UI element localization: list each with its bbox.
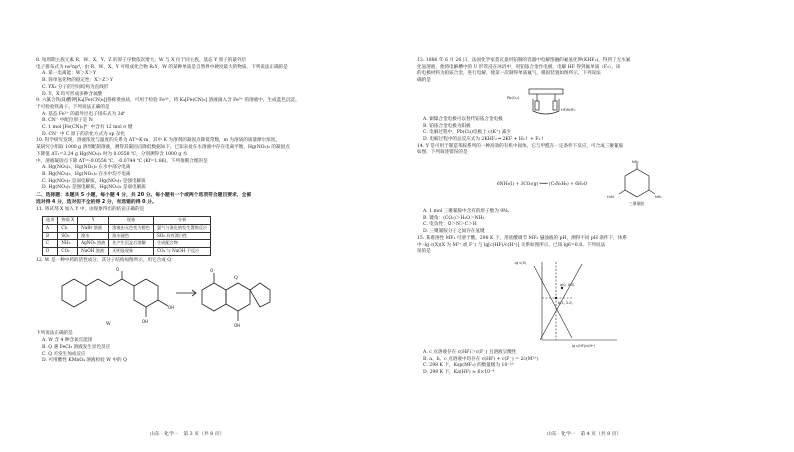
- q14-reaction-figure: [417, 159, 757, 207]
- q11-header-phenomenon: 现象: [109, 217, 154, 225]
- section-2-heading: 二、选择题：本题共 5 小题，每小题 4 分，共 20 分。每小题有一个或两个选项符合题目要求，全部 选对得 4 分，选对但不全的得 2 分，有选错的得 0 分。: [36, 193, 252, 205]
- q11-table-row: [43, 232, 211, 240]
- svg-text:OH: OH: [168, 305, 175, 311]
- q12-option-b: B. Q 遇 FeCl₃ 溶液发生显色反应: [42, 344, 111, 350]
- table-cell: CO₂ 与 NaOH 不反应: [153, 247, 210, 255]
- table-cell: B: [43, 232, 58, 240]
- q11-table-row: [43, 247, 211, 255]
- q14-option-a: A. 1 mol 三聚氰胺中含有的原子数为 9Nₐ: [423, 209, 509, 215]
- q12-label-q: Q: [234, 276, 238, 282]
- svg-text:O: O: [116, 267, 120, 273]
- q15-x-axis-label: lg c(HF)/c(H⁺): [572, 343, 596, 348]
- right-column: [417, 58, 757, 377]
- q14-melamine-label: 三聚氰胺: [629, 201, 645, 207]
- q9-option-d: D. CN⁻ 中 C 原子的杂化方式为 sp 杂化: [42, 131, 126, 137]
- table-cell: NaBr 溶液: [78, 224, 109, 232]
- page-footer-left: 山东 · 化学一 第 3 页（共 8 页）: [150, 432, 225, 437]
- q15-point-b: b(1, 3.2): [558, 300, 573, 305]
- svg-text:NH₂: NH₂: [632, 160, 639, 165]
- table-cell: C: [43, 240, 58, 248]
- svg-text:OH: OH: [234, 323, 241, 329]
- q10-option-a: A. Hg(NO₃)₂、Hg(NO₃)₂ 在水中部分电离: [42, 165, 131, 171]
- q15-point-a: a(0, 0.0): [560, 282, 575, 287]
- q9-stem: 9. 六氰合铁(Ⅱ)酸钾[K₄[Fe(CN)₆]]俗称黄血盐，可用于检验 Fe³⁺。将 K₄[Fe(CN)₆] 溶液滴入含 Fe³⁺ 的溶液中，生成蓝色沉淀。 于可检验铁离子。下列说法正确的是: [36, 98, 300, 110]
- electrolysis-apparatus-icon: [507, 87, 587, 115]
- q11-header-y: Y: [78, 217, 109, 225]
- table-cell: A: [43, 224, 58, 232]
- table-cell: 氯气与溴化钠发生置换反应: [153, 224, 210, 232]
- table-cell: NaOH 溶液: [78, 247, 109, 255]
- q9-option-b: B. CN⁻ 中配位原子是 N: [42, 118, 93, 124]
- q11-header-analysis: 分析: [153, 217, 210, 225]
- q10-option-d: D. Hg(NO₃)₂ 是强电解质，Hg(NO₃)₂ 是弱电解质: [42, 185, 146, 191]
- q12-question: 下列说法正确的是: [36, 331, 73, 337]
- q11-table: [42, 216, 211, 256]
- q14-stem: 14. Y 是可用于制造苯胺系列的一种高效的有机中间体，它与甲醛在一定条件下反应，可合成三聚氰胺 如图，下列叙述错误的是: [417, 143, 624, 156]
- q13-option-a: A. 铜镍合金电极可以替代铂铱合金电极: [423, 116, 503, 122]
- svg-text:OH: OH: [142, 319, 149, 325]
- q15-option-b: B. a、b、c 点溶液中均存在 c(HF) + c(F⁻) = 2c(M²⁺): [423, 356, 539, 362]
- q9-option-c: C. 1 mol [Fe(CN)₆]⁴⁻ 中含有 12 mol σ 键: [42, 125, 133, 131]
- table-cell: CO₂: [58, 247, 78, 255]
- q13-apparatus-figure: [417, 87, 757, 115]
- q14-option-b: B. 键角：(CO₂)＞H₂O＞NH₃: [423, 215, 485, 221]
- table-cell: D: [43, 247, 58, 255]
- table-cell: SO₂: [58, 232, 78, 240]
- table-cell: SO₂ 具有漂白性: [153, 232, 210, 240]
- q8-option-a: A. 第一电离能：W＞X＞Y: [42, 71, 97, 77]
- q9-option-a: A. 基态 Fe²⁺ 的最外层电子排布式为 3d⁶: [42, 111, 126, 117]
- q10-stem: 10. 科学研究发现，溶液浓度与温度的关系为 ΔT=K·m，其中 K 为溶剂的凝固点降低常数，m 为溶质的质量摩尔浓度。 某研究小组取 1000 g 溶剂配制溶液，测得其凝固点降低数据如下。已知汞盐在水溶液中存在电离平衡，Hg(NO₃)₂ 的凝固点 下降值 ΔT₁=3.24 g Hg(NO₃)₂ 时为 0.0558 ℃，分别测得含 1000 g 水 中，溶液凝固点下降 ΔT=-0.0558 ℃，-0.0744 ℃ (Kf=1.86)。下列推断合理的是: [36, 138, 290, 164]
- q13-option-d: D. 电解过程中的总反应式为 2KHF₂ ═ 2KF + H₂↑ + F₂↑: [423, 136, 545, 142]
- q11-table-header: [43, 217, 211, 225]
- q12-label-w: W: [106, 322, 111, 328]
- q11-table-row: [43, 240, 211, 248]
- q13-option-c: C. 电解过程中，Pb(Cu)电极上 c(K⁺) 减少: [423, 130, 511, 136]
- q13-stem: 13. 1886 年 6 月 26 日，法国化学家莫瓦桑用铂制的容器中电解熔融的氟氢化钾(KHF₂)，得到了无水氟 化氢溶液，他将电解槽中的 U 形管浸在冰浴中，用铂铱合金作电极，电解 HF 得到氟单质（F₂）。该 的电极材料为铂铱合金，进行电解，使第一次制得单质氟气，模拟装置如图所示，下列说法 确的是: [417, 58, 631, 84]
- q15-graph-figure: [417, 258, 757, 348]
- q8-option-c: C. YX₂ 分子的空间结构为直线形: [42, 84, 109, 90]
- table-cell: 生成配合物: [153, 240, 210, 248]
- q12-structure-figure: [36, 265, 366, 329]
- q10-option-b: B. Hg(NO₃)₂、Hg(NO₃)₂ 在水中均不电离: [42, 171, 131, 177]
- table-cell: 溶液由无色变为橙色: [109, 224, 154, 232]
- table-cell: Cl₂: [58, 224, 78, 232]
- q11-header-option: 选项: [43, 217, 58, 225]
- molecule-structure-icon: [46, 265, 276, 329]
- svg-text:NH₂: NH₂: [655, 195, 662, 200]
- table-cell: NH₃: [58, 240, 78, 248]
- q15-stem: 15. 某难溶性 MF₂ 可溶于酸。298 K 下，用盐酸调节 MF₂ 悬浊液的 pH，测得不同 pH 条件下，体系 中 -lg c(X)(X 为 M²⁺ 或 F⁻) 与 lg[c(HF)/c(H⁺)] 关系如图所示。已知 lg6=0.8。下列说法 误的是: [417, 235, 627, 255]
- right-page: [397, 0, 794, 452]
- q12-option-d: D. 可用酸性 KMnO₄ 溶液检验 W 中的 Q: [42, 358, 127, 364]
- q12-option-a: A. W 含 4 种含氧官能团: [42, 338, 93, 344]
- q14-option-c: C. 电负性：O＞N＞C＞H: [423, 222, 477, 228]
- q15-option-d: D. 298 K 下，Ka(HF) ≈ 6×10⁻⁴: [423, 370, 495, 376]
- q13-label-electrolyte: HF/KHF₂: [561, 107, 576, 112]
- q11-header-x: 物质 X: [58, 217, 78, 225]
- q15-option-c: C. 298 K 下，Ksp(MF₂) 的数量级为 10⁻¹⁰: [423, 363, 514, 369]
- q15-graph: [512, 258, 622, 348]
- q13-label-electrode: Pb(Cu): [507, 95, 520, 100]
- q8-option-b: B. 简单氢化物的稳定性：X＞Z＞Y: [42, 78, 113, 84]
- q8-stem: 8. 短周期主族元素 R、W、X、Y、Z 的原子序数依次增大，W 与 X 位于同主族，基态 Y 原子的最外层 电子排布式为 ns²np⁴，由 R、W、X、Y 可组成化合物 R₂Y，W 的某种单质是自然界中硬度最大的物质，下列说法正确的是: [36, 58, 288, 70]
- q10-option-c: C. Hg(NO₃)₂ 是弱电解质，Hg(NO₃)₂ 是强电解质: [42, 178, 146, 184]
- svg-text:O: O: [210, 268, 214, 274]
- table-cell: 溴水褪色: [109, 232, 154, 240]
- q15-option-a: A. c 点溶液存在 c(HF)＞c(F⁻) 且溶液呈酸性: [423, 349, 517, 355]
- q11-stem: 11. 将试剂 X 加入 Y 中，由现象得出的结论正确的是: [36, 207, 145, 213]
- q13-option-b: B. 铂铱合金电极为阳极: [423, 123, 471, 129]
- melamine-reaction-icon: [417, 159, 757, 207]
- left-column: [36, 58, 366, 365]
- q15-y-axis-label: -lg c(X): [514, 260, 527, 265]
- table-cell: 溴水: [78, 232, 109, 240]
- q8-option-d: D. Y、X 均可形成多种含氧酸: [42, 91, 103, 97]
- table-cell: 无明显现象: [109, 247, 154, 255]
- q11-table-row: [43, 224, 211, 232]
- page-footer-right: 山东 · 化学一 第 4 页（共 8 页）: [547, 432, 622, 437]
- q14-option-d: D. 三聚氰胺分子之间存在氢键: [423, 229, 485, 235]
- q12-option-c: C. Q 可发生加成反应: [42, 351, 86, 357]
- table-cell: AgNO₃ 溶液: [78, 240, 109, 248]
- q12-stem: 12. W 是一种中药的活性成分，其分子结构如图所示，用它合成 Q：: [36, 257, 176, 263]
- table-cell: 先产生沉淀后溶解: [109, 240, 154, 248]
- q14-equation: 6NH₃(l) + 3CO₂(g) ═══ (C₃N₆H₆) + 6H₂O: [497, 182, 588, 188]
- svg-text:H₂N: H₂N: [607, 195, 614, 200]
